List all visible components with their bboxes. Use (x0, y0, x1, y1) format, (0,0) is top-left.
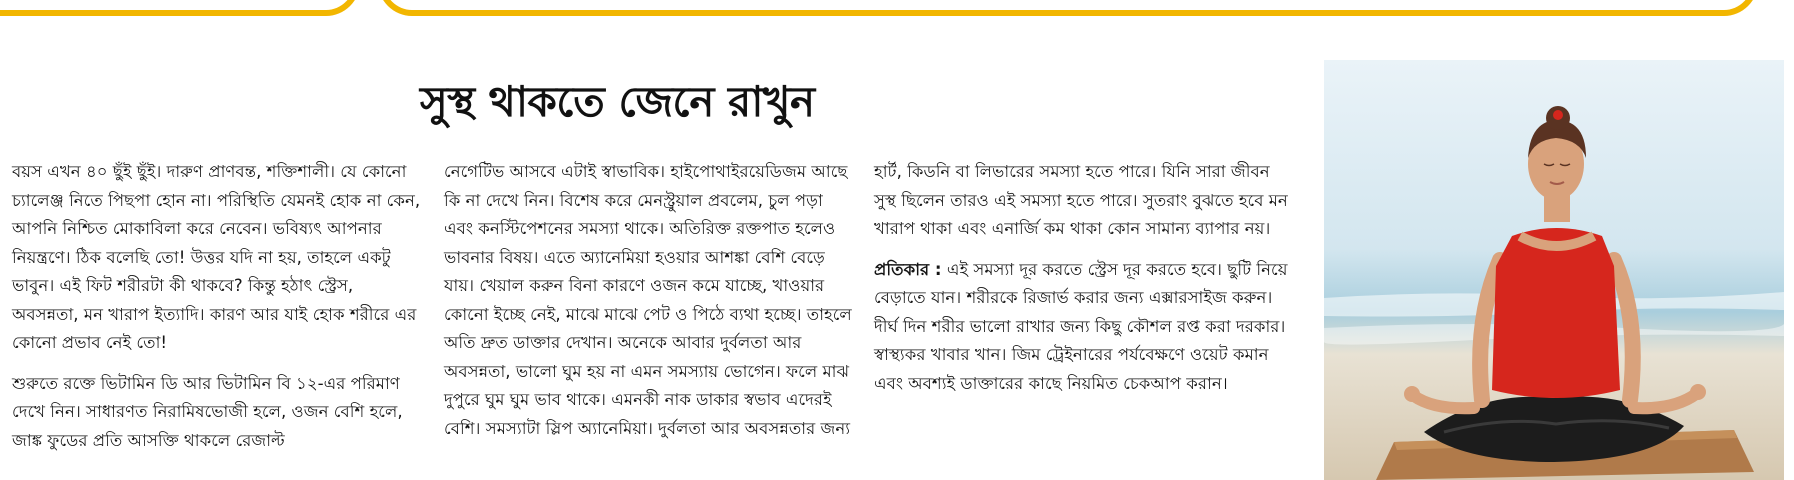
column-3-paragraph-1: হার্ট, কিডনি বা লিভারের সমস্যা হতে পারে। যিনি সারা জীবন সুস্থ ছিলেন তারও এই সমস্যা হতে পারে। সুতরাং বুঝতে হবে মন খারাপ থাকা এবং এনার্জি কম থাকা কোন সামান্য ব্যাপার নয়। (874, 162, 1288, 238)
yoga-photo (1324, 60, 1784, 480)
meditating-woman-illustration (1324, 60, 1784, 480)
top-frame-right (378, 0, 1758, 16)
top-frame-left (0, 0, 360, 16)
column-1-paragraph-1: বয়স এখন ৪০ ছুঁই ছুঁই। দারুণ প্রাণবন্ত, শক্তিশালী। যে কোনো চ্যালেঞ্জ নিতে পিছপা হোন না। পরিস্থিতি যেমনই হোক না কেন, আপনি নিশ্চিত মোকাবিলা করে নেবেন। ভবিষ্যৎ আপনার নিয়ন্ত্রণে। ঠিক বলেছি তো! উত্তর যদি না হয়, তাহলে একটু ভাবুন। এই ফিট শরীরটা কী থাকবে? কিন্তু হঠাৎ স্ট্রেস, অবসন্নতা, মন খারাপ ইত্যাদি। কারণ আর যাই হোক শরীরে এর কোনো প্রভাব নেই তো! (12, 162, 421, 352)
column-3-paragraph-2 (874, 256, 1294, 399)
article-column-1 (12, 158, 422, 467)
remedy-label: প্রতিকার : (874, 259, 942, 279)
column-1-paragraph-2: শুরুতে রক্তে ভিটামিন ডি আর ভিটামিন বি ১২-এর পরিমাণ দেখে নিন। সাধারণত নিরামিষভোজী হলে, ওজন বেশি হলে, জাঙ্ক ফুডের প্রতি আসক্তি থাকলে রেজাল্ট (12, 373, 403, 450)
article-headline: সুস্থ থাকতে জেনে রাখুন (420, 77, 815, 126)
article-column-3 (874, 158, 1294, 410)
article-column-2 (444, 158, 856, 455)
column-2-paragraph-1: নেগেটিভ আসবে এটাই স্বাভাবিক। হাইপোথাইরয়েডিজম আছে কি না দেখে নিন। বিশেষ করে মেনস্ট্রুয়াল প্রবলেম, চুল পড়া এবং কনস্টিপেশনের সমস্যা থাকে। অতিরিক্ত রক্তপাত হলেও ভাবনার বিষয়। এতে অ্যানেমিয়া হওয়ার আশঙ্কা বেশি বেড়ে যায়। খেয়াল করুন বিনা কারণে ওজন কমে যাচ্ছে, খাওয়ার কোনো ইচ্ছে নেই, মাঝে মাঝে পেট ও পিঠে ব্যথা হচ্ছে। তাহলে অতি দ্রুত ডাক্তার দেখান। অনেকে আবার দুর্বলতা আর অবসন্নতা, ভালো ঘুম হয় না এমন সমস্যায় ভোগেন। ফলে মাঝ দুপুরে ঘুম ঘুম ভাব থাকে। এমনকী নাক ডাকার স্বভাব এদেরই বেশি। সমস্যাটা স্লিপ অ্যানেমিয়া। দুর্বলতা আর অবসন্নতার জন্য (444, 162, 852, 438)
remedy-text: এই সমস্যা দূর করতে স্ট্রেস দূর করতে হবে। ছুটি নিয়ে বেড়াতে যান। শরীরকে রিজার্ভ করার জন্য এক্সারসাইজ করুন। দীর্ঘ দিন শরীর ভালো রাখার জন্য কিছু কৌশল রপ্ত করা দরকার। স্বাস্থ্যকর খাবার খান। জিম ট্রেইনারের পর্যবেক্ষণে ওয়েট কমান এবং অবশ্যই ডাক্তারের কাছে নিয়মিত চেকআপ করান। (874, 259, 1288, 393)
